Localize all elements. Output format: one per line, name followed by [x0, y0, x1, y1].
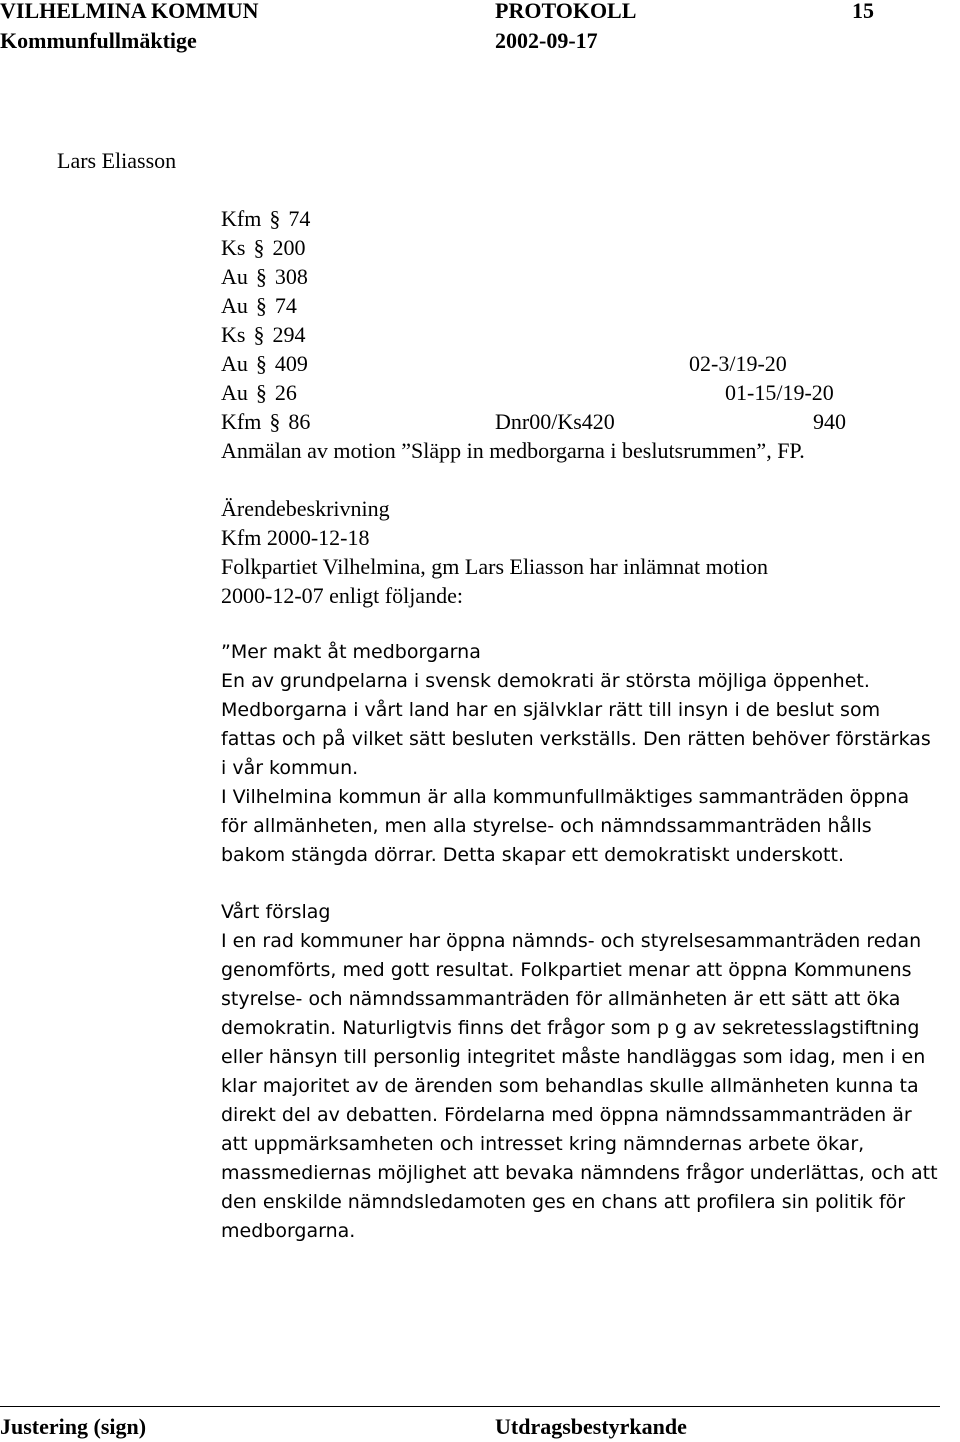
- section-sign-icon: §: [255, 293, 267, 318]
- section-sign-icon: §: [255, 264, 267, 289]
- header-body-name: Kommunfullmäktige: [0, 28, 197, 53]
- ref-dnr: Dnr00/Ks420: [495, 409, 615, 434]
- ref-num: 294: [272, 322, 306, 347]
- motion-line: Medborgarna i vårt land har en självklar rätt till insyn i de beslut som: [221, 699, 881, 721]
- motion-line: för allmänheten, men alla styrelse- och nämndssammanträden hålls: [221, 815, 872, 837]
- reference-row: [221, 233, 305, 262]
- section-sign-icon: §: [269, 206, 281, 231]
- text-line: Folkpartiet Vilhelmina, gm Lars Eliasson har inlämnat motion: [221, 554, 768, 579]
- section-sign-icon: §: [253, 235, 265, 260]
- motion-line: En av grundpelarna i svensk demokrati är största möjliga öppenhet.: [221, 670, 870, 692]
- proposal-line: I en rad kommuner har öppna nämnds- och styrelsesammanträden redan: [221, 930, 922, 952]
- ref-num: 308: [274, 264, 308, 289]
- ref-org: Au: [221, 380, 248, 405]
- header-page-number: 15: [852, 0, 874, 23]
- ref-code: 02-3/19-20: [689, 351, 787, 376]
- proposal-line: den enskilde nämndsledamoten ges en chans att profilera sin politik för: [221, 1191, 906, 1213]
- proposal-line: styrelse- och nämndssammanträden för allmänheten är ett sätt att öka: [221, 988, 901, 1010]
- author-name: Lars Eliasson: [57, 148, 177, 173]
- ref-org: Kfm: [221, 409, 262, 434]
- ref-num: 200: [272, 235, 306, 260]
- section-sign-icon: §: [255, 351, 267, 376]
- proposal-line: klar majoritet av de ärenden som behandlas skulle allmänheten kunna ta: [221, 1075, 919, 1097]
- ref-org: Kfm: [221, 206, 262, 231]
- footer-signature-label: Justering (sign): [0, 1414, 147, 1439]
- motion-line: I Vilhelmina kommun är alla kommunfullmäktiges sammanträden öppna: [221, 786, 910, 808]
- header-doc-type: PROTOKOLL: [495, 0, 637, 23]
- proposal-line: direkt del av debatten. Fördelarna med öppna nämndssammanträden är: [221, 1104, 912, 1126]
- motion-line: ”Mer makt åt medborgarna: [221, 641, 481, 663]
- motion-line: i vår kommun.: [221, 757, 359, 779]
- proposal-line: eller hänsyn till personlig integritet måste handläggas som idag, men i en: [221, 1046, 926, 1068]
- ref-num: 74: [274, 293, 297, 318]
- reference-row: [221, 262, 308, 291]
- ref-num: 409: [274, 351, 308, 376]
- section-sign-icon: §: [269, 409, 281, 434]
- footer-divider: [0, 1406, 940, 1407]
- section-heading-description: Ärendebeskrivning: [221, 496, 390, 521]
- footer-certification-label: Utdragsbestyrkande: [495, 1414, 687, 1439]
- reference-row: [221, 378, 297, 407]
- text-line: 2000-12-07 enligt följande:: [221, 583, 463, 608]
- proposal-line: att uppmärksamheten och intresset kring nämndernas arbete ökar,: [221, 1133, 865, 1155]
- ref-num: 86: [288, 409, 311, 434]
- section-sign-icon: §: [255, 380, 267, 405]
- reference-row: [221, 204, 310, 233]
- reference-row: [221, 320, 305, 349]
- text-line: Kfm 2000-12-18: [221, 525, 370, 550]
- reference-row: [221, 349, 308, 378]
- proposal-line: massmediernas möjlighet att bevaka nämndens frågor underlättas, och att: [221, 1162, 938, 1184]
- ref-num: 26: [274, 380, 297, 405]
- section-sign-icon: §: [253, 322, 265, 347]
- ref-org: Au: [221, 293, 248, 318]
- ref-code: 01-15/19-20: [725, 380, 834, 405]
- proposal-line: genomförts, med gott resultat. Folkpartiet menar att öppna Kommunens: [221, 959, 912, 981]
- ref-org: Ks: [221, 322, 246, 347]
- motion-line: bakom stängda dörrar. Detta skapar ett demokratiskt underskott.: [221, 844, 844, 866]
- reference-row: [221, 291, 297, 320]
- subject-line: Anmälan av motion ”Släpp in medborgarna i beslutsrummen”, FP.: [221, 438, 805, 463]
- ref-org: Au: [221, 351, 248, 376]
- section-heading-proposal: Vårt förslag: [221, 901, 331, 923]
- motion-line: fattas och på vilket sätt besluten verkställs. Den rätten behöver förstärkas: [221, 728, 931, 750]
- proposal-line: medborgarna.: [221, 1220, 356, 1242]
- header-org: VILHELMINA KOMMUN: [0, 0, 259, 23]
- reference-row: [221, 407, 310, 436]
- ref-num: 74: [288, 206, 311, 231]
- ref-org: Ks: [221, 235, 246, 260]
- proposal-line: demokratin. Naturligtvis finns det frågor som p g av sekretesslagstiftning: [221, 1017, 920, 1039]
- ref-code: 940: [813, 409, 846, 434]
- ref-org: Au: [221, 264, 248, 289]
- header-date: 2002-09-17: [495, 28, 598, 53]
